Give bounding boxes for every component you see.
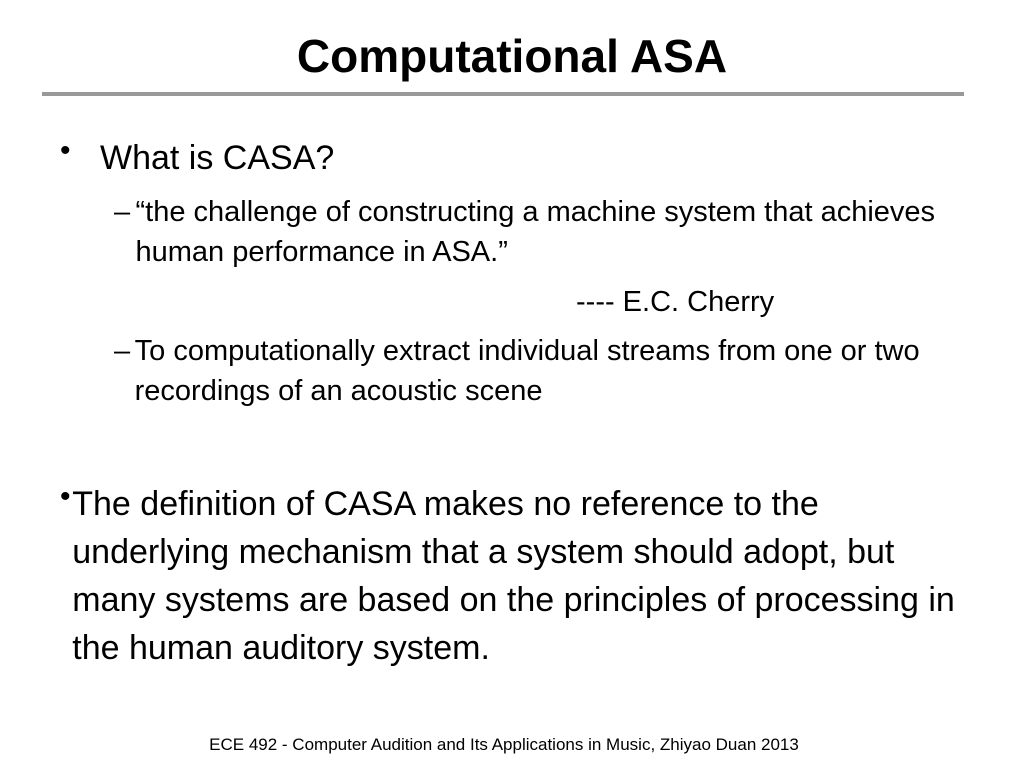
dash-icon: – bbox=[114, 335, 131, 367]
bullet-text: What is CASA? bbox=[100, 139, 335, 177]
slide-title: Computational ASA bbox=[296, 30, 728, 82]
sub-item-cherry-quote bbox=[114, 192, 954, 272]
bullet-dot-icon: • bbox=[60, 480, 71, 513]
bullet-item-what-is-casa bbox=[60, 134, 334, 182]
bullet-dot-icon: • bbox=[60, 134, 71, 167]
sub-item-extract-streams bbox=[114, 331, 934, 411]
title-divider bbox=[42, 92, 964, 96]
sub-item-text: “the challenge of constructing a machine system that achieves human performance in ASA.” bbox=[135, 196, 936, 268]
bullet-text: The definition of CASA makes no reference to the underlying mechanism that a system should adopt, but many systems are based on the principles of processing in the human auditory system. bbox=[72, 485, 955, 667]
sub-item-text: To computationally extract individual streams from one or two recordings of an acoustic scene bbox=[134, 335, 920, 407]
dash-icon: – bbox=[114, 196, 131, 228]
bullet-item-casa-definition bbox=[60, 480, 960, 672]
slide-footer: ECE 492 - Computer Audition and Its Applications in Music, Zhiyao Duan 2013 bbox=[209, 735, 799, 754]
quote-attribution: ---- E.C. Cherry bbox=[576, 286, 775, 318]
